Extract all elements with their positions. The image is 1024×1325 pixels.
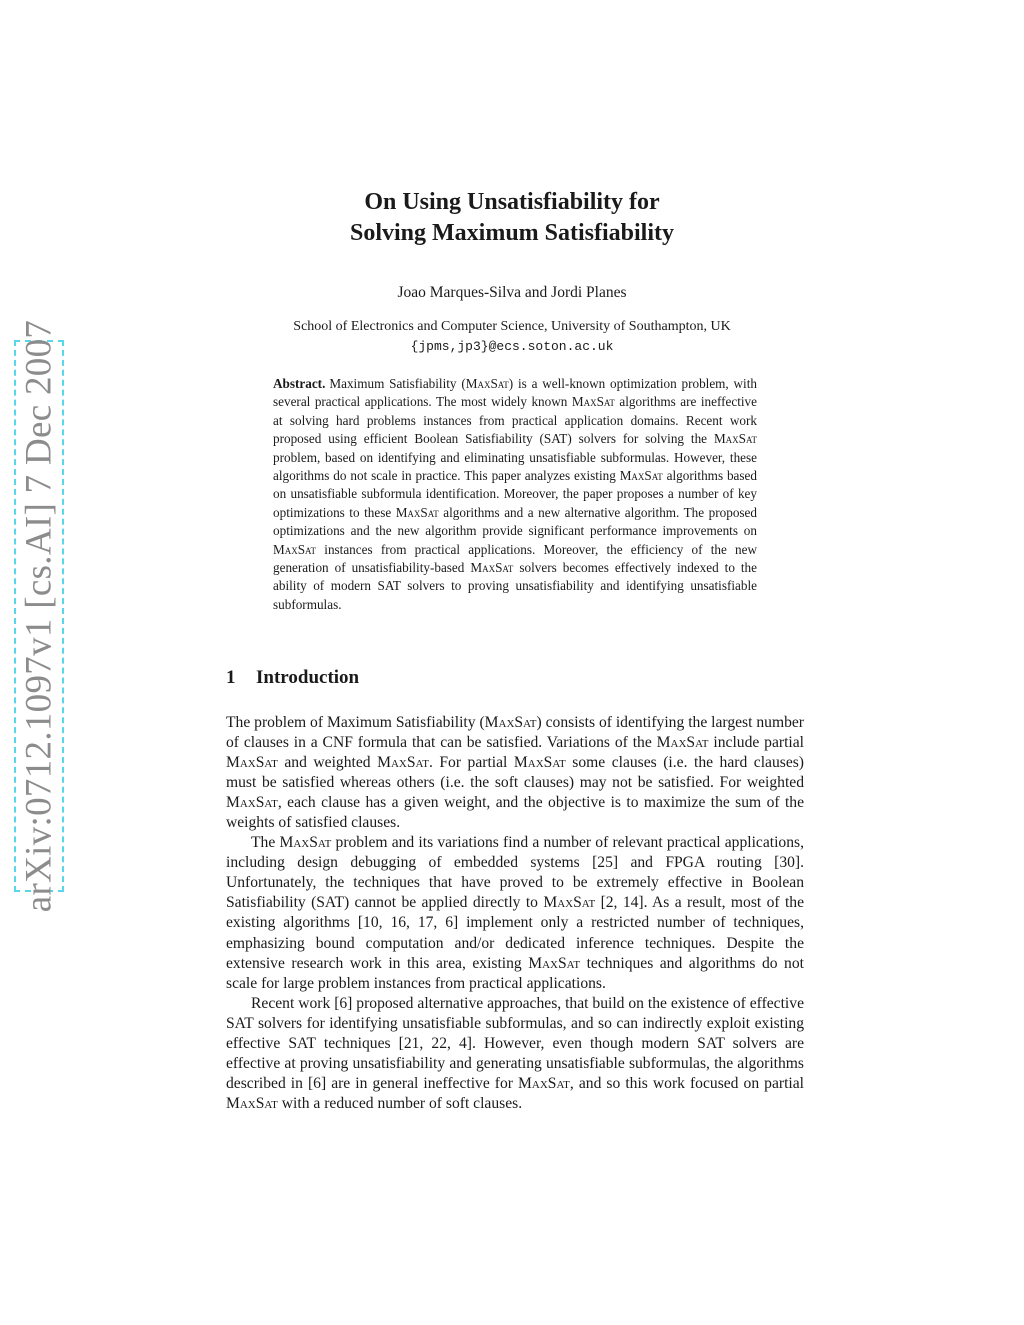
arxiv-identifier: arXiv:0712.1097v1 [cs.AI] 7 Dec 2007 [18, 319, 60, 913]
maxsat-term: MaxSat [543, 894, 596, 912]
paragraph-3 [226, 994, 804, 1114]
maxsat-term: MaxSat [226, 1094, 278, 1112]
maxsat-term: MaxSat [656, 734, 709, 752]
maxsat-term: MaxSat [571, 394, 615, 410]
abstract-label: Abstract. [273, 376, 326, 391]
maxsat-term: MaxSat [528, 954, 581, 972]
paragraph-text: with a reduced number of soft clauses. [277, 1094, 523, 1112]
abstract-text: algorithms based on unsatisfiable subformula identification. Moreover, the paper proposes a number of key optimizations to these [273, 468, 757, 520]
maxsat-term: MaxSat [518, 1074, 570, 1092]
maxsat-term: MaxSat [226, 754, 278, 772]
maxsat-term: MaxSat [273, 541, 317, 557]
maxsat-term: MaxSat [713, 431, 757, 447]
abstract [273, 375, 757, 614]
maxsat-term: MaxSat [513, 754, 566, 772]
abstract-text: problem, based on identifying and eliminating unsatisfiable subformulas. However, these algorithms do not scale in practice. This paper analyzes existing [273, 449, 757, 484]
paragraph-text: problem and its variations find a number of relevant practical applications, including design debugging of embedded systems [25] and FPGA routing [30]. Unfortunately, the techniques that have proved to be extremely effective in Boolean Satisfiability (SAT) cannot be applied directly to [226, 834, 804, 912]
paragraph-text: some clauses (i.e. the hard clauses) must be satisfied whereas others (i.e. the soft clauses) may not be satisfied. For weighted [226, 754, 804, 792]
maxsat-term: MaxSat [395, 504, 439, 520]
introduction-body [226, 713, 804, 1114]
title-line-2: Solving Maximum Satisfiability [349, 220, 675, 246]
section-number: 1 [226, 667, 236, 688]
paragraph-text: include partial [708, 734, 804, 752]
arxiv-stamp [14, 319, 64, 913]
maxsat-term: MaxSat [484, 714, 537, 731]
paragraph-2 [226, 833, 804, 993]
affiliation: School of Electronics and Computer Science, University of Southampton, UK [293, 319, 731, 334]
paragraph-text: ) consists of identifying the largest number of clauses in a CNF formula that can be satisfied. Variations of the [226, 714, 804, 752]
abstract-text: Maximum Satisfiability ( [329, 376, 466, 391]
paragraph-text: [2, 14]. As a result, most of the existing algorithms [10, 16, 17, 6] implement only a restricted number of techniques, emphasizing bound computation and/or dedicated inference techniques. Despite the extensive research work in this area, existing [226, 894, 805, 972]
abstract-text: solvers becomes effectively indexed to the ability of modern SAT solvers to proving unsatisfiability and identifying unsatisfiable subformulas. [273, 560, 757, 612]
paper-title [0, 187, 1024, 249]
author-email: {jpms,jp3}@ecs.soton.ac.uk [410, 339, 614, 354]
maxsat-term: MaxSat [377, 754, 429, 772]
paragraph-text: . For partial [428, 754, 514, 772]
paragraph-text: , and so this work focused on partial [569, 1074, 804, 1092]
section-title: Introduction [256, 667, 360, 688]
title-line-1: On Using Unsatisfiability for [364, 189, 660, 215]
paragraph-text: Recent work [6] proposed alternative approaches, that build on the existence of effective SAT solvers for identifying unsatisfiable subformulas, and so can indirectly exploit existing effective SAT techniques [21, 22, 4]. However, even though modern SAT solvers are effective at proving unsatisfiability and generating unsatisfiable subformulas, the algorithms described in [6] are in general ineffective for [226, 994, 804, 1092]
maxsat-term: MaxSat [619, 468, 663, 484]
abstract-text: ) is a well-known optimization problem, with several practical applications. The most widely known [273, 376, 757, 410]
paragraph-text: The [251, 834, 280, 852]
paragraph-1 [226, 713, 804, 833]
abstract-text: algorithms and a new alternative algorithm. The proposed optimizations and the new algorithm provide significant performance improvements on [273, 504, 757, 539]
authors: Joao Marques-Silva and Jordi Planes [397, 284, 627, 301]
paragraph-text: , each clause has a given weight, and the objective is to maximize the sum of the weights of satisfied clauses. [226, 794, 804, 832]
maxsat-term: MaxSat [465, 376, 509, 391]
paragraph-text: The problem of Maximum Satisfiability ( [226, 714, 485, 731]
abstract-text: algorithms are ineffective at solving hard problems instances from practical application domains. Recent work proposed using efficient Boolean Satisfiability (SAT) solvers for solving the [273, 394, 757, 447]
maxsat-term: MaxSat [279, 834, 332, 852]
maxsat-term: MaxSat [470, 560, 514, 576]
abstract-text: instances from practical applications. Moreover, the efficiency of the new generation of unsatisfiability-based [273, 541, 757, 576]
maxsat-term: MaxSat [226, 794, 278, 812]
paragraph-text: and weighted [277, 754, 378, 772]
paragraph-text: techniques and algorithms do not scale for large problem instances from practical applications. [226, 954, 804, 992]
section-heading-introduction [226, 667, 359, 689]
